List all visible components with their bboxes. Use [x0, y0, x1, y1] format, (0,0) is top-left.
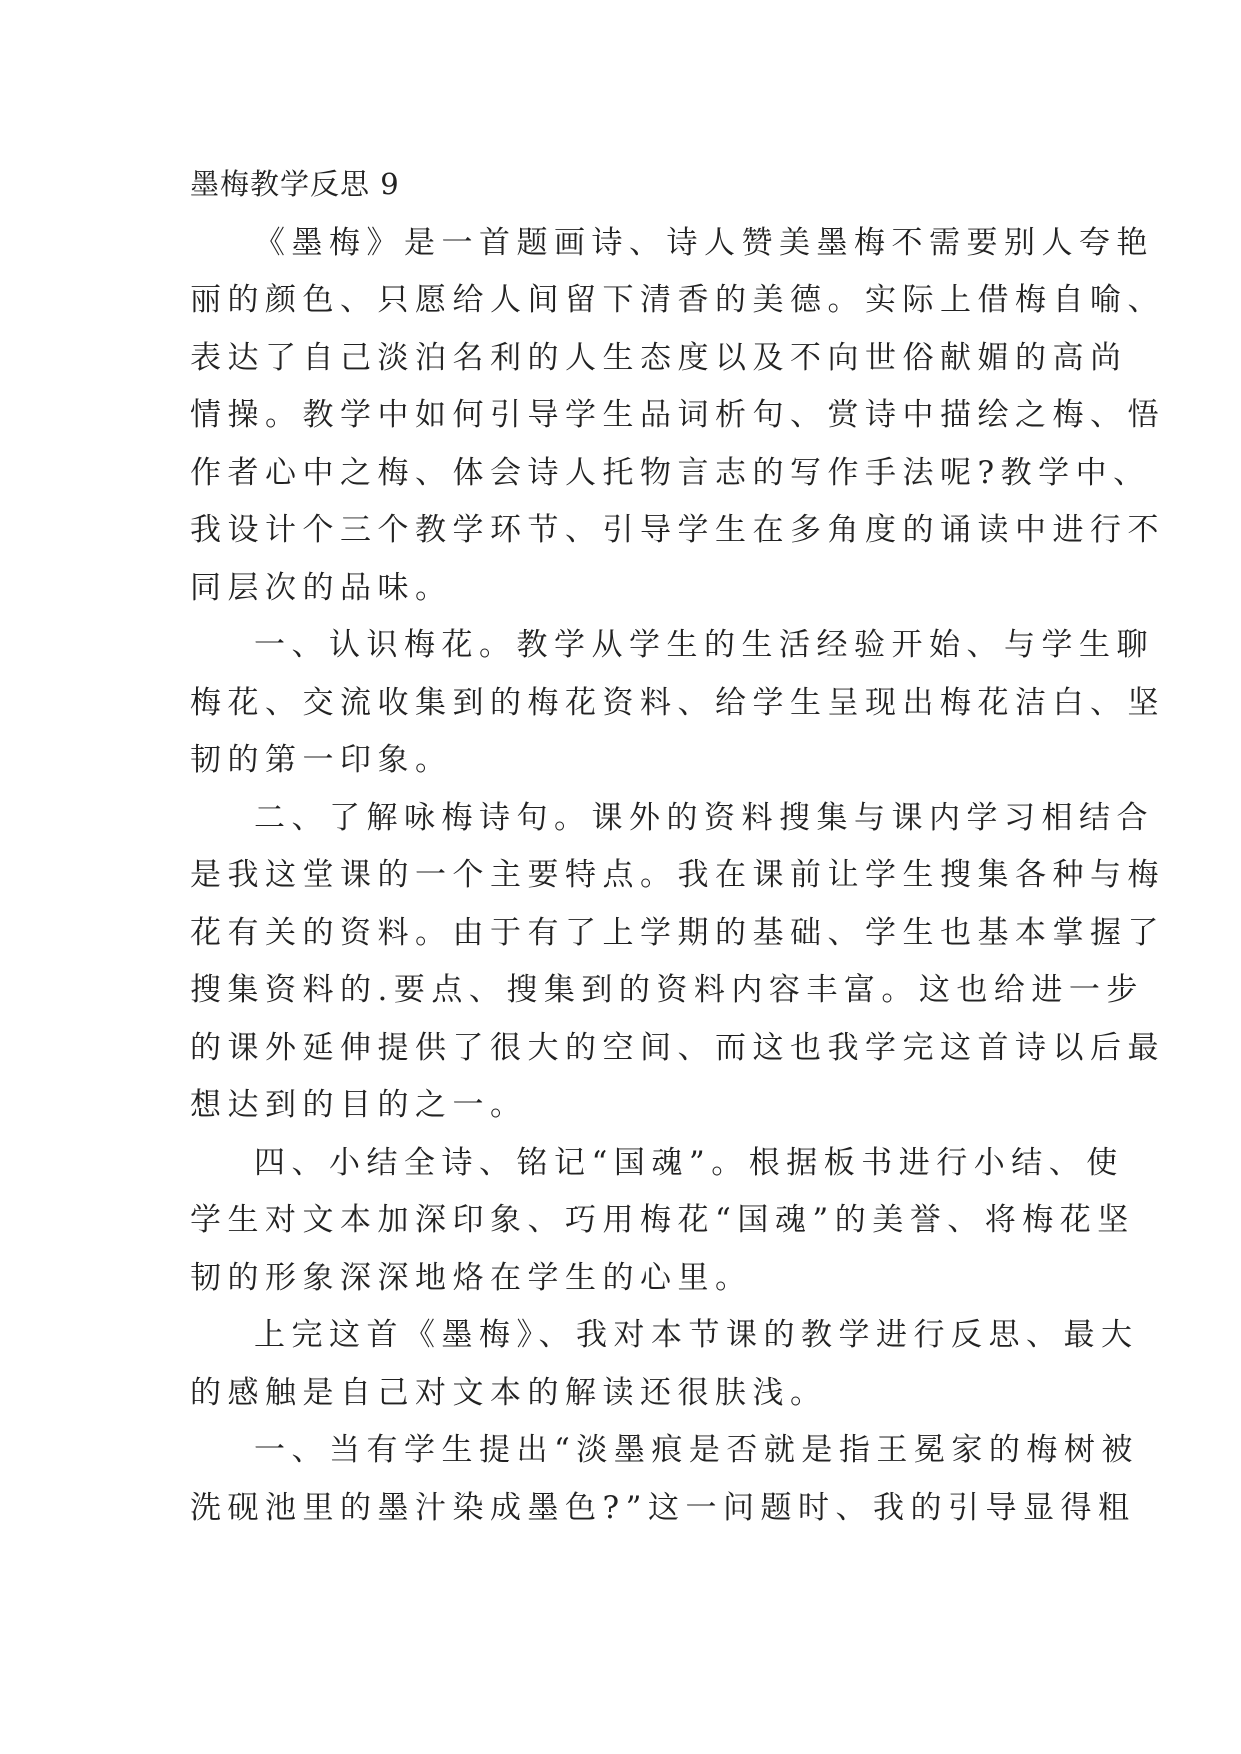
text-line: 梅花、交流收集到的梅花资料、给学生呈现出梅花洁白、坚 [190, 685, 1165, 721]
text-line: 的感触是自己对文本的解读还很肤浅。 [190, 1375, 828, 1411]
text-line: 同层次的品味。 [190, 570, 453, 606]
text-line: 二、了解咏梅诗句。课外的资料搜集与课内学习相结合 [254, 800, 1154, 836]
document-title: 墨梅教学反思 9 [190, 167, 400, 201]
text-line: 韧的第一印象。 [190, 742, 453, 778]
text-line: 上完这首《墨梅》、我对本节课的教学进行反思、最大 [254, 1317, 1139, 1353]
text-line: 一、当有学生提出“淡墨痕是否就是指王冕家的梅树被 [254, 1432, 1139, 1468]
text-line: 是我这堂课的一个主要特点。我在课前让学生搜集各种与梅 [190, 857, 1165, 893]
text-line: 四、小结全诗、铭记“国魂”。根据板书进行小结、使 [254, 1145, 1124, 1181]
text-line: 表达了自己淡泊名利的人生态度以及不向世俗献媚的高尚 [190, 340, 1128, 376]
text-line: 的课外延伸提供了很大的空间、而这也我学完这首诗以后最 [190, 1030, 1165, 1066]
text-line: 想达到的目的之一。 [190, 1087, 528, 1123]
text-line: 花有关的资料。由于有了上学期的基础、学生也基本掌握了 [190, 915, 1165, 951]
text-line: 情操。教学中如何引导学生品词析句、赏诗中描绘之梅、悟 [190, 397, 1165, 433]
text-line: 作者心中之梅、体会诗人托物言志的写作手法呢?教学中、 [190, 455, 1151, 491]
text-line: 我设计个三个教学环节、引导学生在多角度的诵读中进行不 [190, 512, 1165, 548]
text-line: 丽的颜色、只愿给人间留下清香的美德。实际上借梅自喻、 [190, 282, 1165, 318]
text-line: 一、认识梅花。教学从学生的生活经验开始、与学生聊 [254, 627, 1154, 663]
text-line: 学生对文本加深印象、巧用梅花“国魂”的美誉、将梅花坚 [190, 1202, 1135, 1238]
text-line: 《墨梅》是一首题画诗、诗人赞美墨梅不需要别人夸艳 [254, 225, 1154, 261]
text-line: 搜集资料的.要点、搜集到的资料内容丰富。这也给进一步 [190, 972, 1144, 1008]
text-line: 洗砚池里的墨汁染成墨色?”这一问题时、我的引导显得粗 [190, 1490, 1136, 1526]
text-line: 韧的形象深深地烙在学生的心里。 [190, 1260, 753, 1296]
